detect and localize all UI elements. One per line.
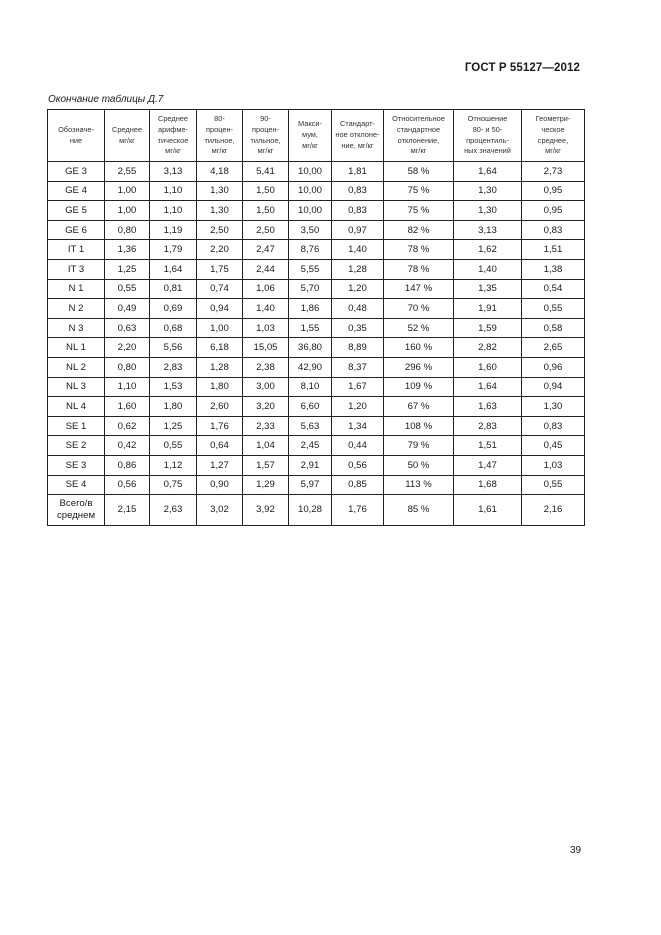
table-cell: SE 3 bbox=[48, 455, 105, 475]
table-cell: 8,37 bbox=[332, 357, 384, 377]
table-cell: 3,13 bbox=[150, 162, 197, 182]
table-cell: 1,10 bbox=[150, 201, 197, 221]
table-cell: 1,30 bbox=[454, 201, 522, 221]
table-cell: 2,50 bbox=[197, 220, 243, 240]
table-cell: 160 % bbox=[384, 338, 454, 358]
table-cell: 78 % bbox=[384, 259, 454, 279]
table-total-row bbox=[48, 495, 585, 526]
table-cell: 3,50 bbox=[289, 220, 332, 240]
table-row bbox=[48, 397, 585, 417]
table-cell: 2,44 bbox=[243, 259, 289, 279]
table-cell: 5,55 bbox=[289, 259, 332, 279]
table-cell: 2,73 bbox=[522, 162, 585, 182]
table-cell: 0,64 bbox=[197, 436, 243, 456]
page-number: 39 bbox=[570, 845, 582, 856]
table-cell: 1,20 bbox=[332, 397, 384, 417]
table-cell: 1,81 bbox=[332, 162, 384, 182]
table-cell: 1,91 bbox=[454, 299, 522, 319]
table-cell: 5,56 bbox=[150, 338, 197, 358]
table-cell: 50 % bbox=[384, 455, 454, 475]
document-standard-header: ГОСТ Р 55127—2012 bbox=[464, 62, 580, 74]
table-cell: 1,63 bbox=[454, 397, 522, 417]
table-cell: 3,02 bbox=[197, 495, 243, 526]
table-cell: 2,83 bbox=[454, 416, 522, 436]
table-cell: 1,86 bbox=[289, 299, 332, 319]
table-cell: 0,44 bbox=[332, 436, 384, 456]
table-cell: 1,25 bbox=[150, 416, 197, 436]
table-cell: 0,85 bbox=[332, 475, 384, 495]
table-cell: 1,30 bbox=[454, 181, 522, 201]
table-cell: 2,15 bbox=[105, 495, 150, 526]
table-cell: 5,63 bbox=[289, 416, 332, 436]
table-cell: 1,10 bbox=[150, 181, 197, 201]
table-row bbox=[48, 357, 585, 377]
table-row bbox=[48, 220, 585, 240]
table-cell: 0,35 bbox=[332, 318, 384, 338]
table-cell: 1,03 bbox=[522, 455, 585, 475]
table-cell: 3,00 bbox=[243, 377, 289, 397]
table-cell: 108 % bbox=[384, 416, 454, 436]
table-cell: IT 3 bbox=[48, 259, 105, 279]
table-cell: 1,00 bbox=[105, 181, 150, 201]
table-cell: 3,13 bbox=[454, 220, 522, 240]
table-row bbox=[48, 475, 585, 495]
table-cell: 1,40 bbox=[454, 259, 522, 279]
table-cell: 1,50 bbox=[243, 181, 289, 201]
header-percentile-ratio: Отношение 80- и 50- процентиль- ных значений bbox=[454, 110, 522, 162]
table-cell: 0,81 bbox=[150, 279, 197, 299]
table-cell: 10,28 bbox=[289, 495, 332, 526]
table-cell: 0,96 bbox=[522, 357, 585, 377]
table-cell: 0,74 bbox=[197, 279, 243, 299]
table-cell: 1,76 bbox=[197, 416, 243, 436]
table-cell: 0,83 bbox=[522, 416, 585, 436]
table-row bbox=[48, 318, 585, 338]
table-cell: 1,64 bbox=[454, 377, 522, 397]
table-cell: 1,04 bbox=[243, 436, 289, 456]
table-cell: 1,75 bbox=[197, 259, 243, 279]
table-row bbox=[48, 259, 585, 279]
table-cell: 1,61 bbox=[454, 495, 522, 526]
table-cell: NL 2 bbox=[48, 357, 105, 377]
table-cell: 0,94 bbox=[522, 377, 585, 397]
table-cell: 0,80 bbox=[105, 220, 150, 240]
table-row bbox=[48, 162, 585, 182]
table-cell: GE 5 bbox=[48, 201, 105, 221]
table-cell: 1,55 bbox=[289, 318, 332, 338]
table-cell: 1,28 bbox=[197, 357, 243, 377]
table-cell: 1,40 bbox=[332, 240, 384, 260]
table-cell: 1,20 bbox=[332, 279, 384, 299]
table-cell: 0,62 bbox=[105, 416, 150, 436]
table-cell: 8,76 bbox=[289, 240, 332, 260]
table-row bbox=[48, 201, 585, 221]
table-cell: IT 1 bbox=[48, 240, 105, 260]
table-cell: 0,95 bbox=[522, 181, 585, 201]
table-cell: 1,60 bbox=[105, 397, 150, 417]
table-cell: 147 % bbox=[384, 279, 454, 299]
table-cell: 1,03 bbox=[243, 318, 289, 338]
table-cell: 0,83 bbox=[332, 201, 384, 221]
table-cell: 0,56 bbox=[332, 455, 384, 475]
header-median: Среднее мг/кг bbox=[105, 110, 150, 162]
table-cell: 1,35 bbox=[454, 279, 522, 299]
table-cell: 2,16 bbox=[522, 495, 585, 526]
table-cell: 10,00 bbox=[289, 201, 332, 221]
table-cell: 1,10 bbox=[105, 377, 150, 397]
table-cell: 1,80 bbox=[150, 397, 197, 417]
table-cell: 1,25 bbox=[105, 259, 150, 279]
table-cell: 1,59 bbox=[454, 318, 522, 338]
table-cell: 0,42 bbox=[105, 436, 150, 456]
table-cell: 1,30 bbox=[197, 201, 243, 221]
table-cell: GE 4 bbox=[48, 181, 105, 201]
header-arithmetic-mean: Среднее арифме- тическое мг/кг bbox=[150, 110, 197, 162]
table-cell: 1,68 bbox=[454, 475, 522, 495]
table-cell: GE 3 bbox=[48, 162, 105, 182]
table-cell: 1,29 bbox=[243, 475, 289, 495]
table-cell: 2,50 bbox=[243, 220, 289, 240]
table-cell: 2,20 bbox=[105, 338, 150, 358]
table-cell: 79 % bbox=[384, 436, 454, 456]
table-cell: 0,58 bbox=[522, 318, 585, 338]
table-cell: 52 % bbox=[384, 318, 454, 338]
header-relative-std-deviation: Относительное стандартное отклонение, мг/кг bbox=[384, 110, 454, 162]
table-row bbox=[48, 416, 585, 436]
table-cell: 1,40 bbox=[243, 299, 289, 319]
table-cell: 1,19 bbox=[150, 220, 197, 240]
header-90-percentile: 90- процен- тильное, мг/кг bbox=[243, 110, 289, 162]
header-80-percentile: 80- процен- тильное, мг/кг bbox=[197, 110, 243, 162]
table-cell: 1,60 bbox=[454, 357, 522, 377]
table-cell: 1,62 bbox=[454, 240, 522, 260]
table-cell: 0,54 bbox=[522, 279, 585, 299]
table-cell: 1,47 bbox=[454, 455, 522, 475]
table-row bbox=[48, 338, 585, 358]
table-cell: 0,56 bbox=[105, 475, 150, 495]
table-cell: 0,55 bbox=[522, 475, 585, 495]
table-cell: 1,64 bbox=[150, 259, 197, 279]
table-cell: 0,80 bbox=[105, 357, 150, 377]
data-table bbox=[47, 109, 585, 526]
table-header-row bbox=[48, 110, 585, 162]
table-cell: 1,27 bbox=[197, 455, 243, 475]
table-cell: 0,83 bbox=[332, 181, 384, 201]
table-cell: 5,70 bbox=[289, 279, 332, 299]
table-cell: SE 2 bbox=[48, 436, 105, 456]
table-cell: 36,80 bbox=[289, 338, 332, 358]
table-row bbox=[48, 377, 585, 397]
table-cell: 1,36 bbox=[105, 240, 150, 260]
table-cell: 1,12 bbox=[150, 455, 197, 475]
table-cell: 0,49 bbox=[105, 299, 150, 319]
table-cell: 3,92 bbox=[243, 495, 289, 526]
table-cell: 2,65 bbox=[522, 338, 585, 358]
table-cell: 1,80 bbox=[197, 377, 243, 397]
table-cell: 2,83 bbox=[150, 357, 197, 377]
table-cell: 2,20 bbox=[197, 240, 243, 260]
table-cell: 113 % bbox=[384, 475, 454, 495]
header-designation: Обозначе- ние bbox=[48, 110, 105, 162]
table-row bbox=[48, 279, 585, 299]
table-cell: N 1 bbox=[48, 279, 105, 299]
table-cell: 2,82 bbox=[454, 338, 522, 358]
table-cell: 75 % bbox=[384, 181, 454, 201]
table-cell: 0,97 bbox=[332, 220, 384, 240]
table-cell: NL 3 bbox=[48, 377, 105, 397]
table-cell: 1,38 bbox=[522, 259, 585, 279]
table-cell: 2,63 bbox=[150, 495, 197, 526]
table-cell: 6,60 bbox=[289, 397, 332, 417]
table-cell: 2,38 bbox=[243, 357, 289, 377]
table-cell: 0,94 bbox=[197, 299, 243, 319]
table-cell: 1,67 bbox=[332, 377, 384, 397]
table-cell: 2,60 bbox=[197, 397, 243, 417]
table-cell: 85 % bbox=[384, 495, 454, 526]
table-cell: 15,05 bbox=[243, 338, 289, 358]
table-cell: 0,69 bbox=[150, 299, 197, 319]
table-row bbox=[48, 240, 585, 260]
table-cell: 82 % bbox=[384, 220, 454, 240]
table-cell: 1,51 bbox=[454, 436, 522, 456]
table-row bbox=[48, 455, 585, 475]
table-cell: 8,10 bbox=[289, 377, 332, 397]
table-cell: 1,06 bbox=[243, 279, 289, 299]
table-cell: 2,91 bbox=[289, 455, 332, 475]
table-cell: 1,57 bbox=[243, 455, 289, 475]
table-cell: 3,20 bbox=[243, 397, 289, 417]
table-cell: 2,33 bbox=[243, 416, 289, 436]
table-cell: 1,76 bbox=[332, 495, 384, 526]
table-cell: 58 % bbox=[384, 162, 454, 182]
table-cell: 75 % bbox=[384, 201, 454, 221]
table-cell: 0,45 bbox=[522, 436, 585, 456]
table-cell: 0,75 bbox=[150, 475, 197, 495]
table-cell: SE 4 bbox=[48, 475, 105, 495]
table-row bbox=[48, 436, 585, 456]
table-cell: 78 % bbox=[384, 240, 454, 260]
table-cell: 8,89 bbox=[332, 338, 384, 358]
table-cell: 5,41 bbox=[243, 162, 289, 182]
table-cell: SE 1 bbox=[48, 416, 105, 436]
table-row bbox=[48, 181, 585, 201]
table-row bbox=[48, 299, 585, 319]
table-cell: 0,55 bbox=[522, 299, 585, 319]
header-maximum: Макси- мум, мг/кг bbox=[289, 110, 332, 162]
table-cell: 1,50 bbox=[243, 201, 289, 221]
table-cell: 1,64 bbox=[454, 162, 522, 182]
table-cell: 1,30 bbox=[197, 181, 243, 201]
table-cell: NL 4 bbox=[48, 397, 105, 417]
table-cell: 296 % bbox=[384, 357, 454, 377]
table-cell: 2,45 bbox=[289, 436, 332, 456]
header-std-deviation: Стандарт- ное отклоне- ние, мг/кг bbox=[332, 110, 384, 162]
table-cell: N 3 bbox=[48, 318, 105, 338]
table-cell: 0,55 bbox=[150, 436, 197, 456]
table-cell: GE 6 bbox=[48, 220, 105, 240]
table-cell: 1,34 bbox=[332, 416, 384, 436]
table-cell: 0,95 bbox=[522, 201, 585, 221]
table-cell: 109 % bbox=[384, 377, 454, 397]
table-cell: N 2 bbox=[48, 299, 105, 319]
table-cell: 0,68 bbox=[150, 318, 197, 338]
table-cell: 1,30 bbox=[522, 397, 585, 417]
header-geometric-mean: Геометри- ческое среднее, мг/кг bbox=[522, 110, 585, 162]
table-cell: 6,18 bbox=[197, 338, 243, 358]
table-cell: 70 % bbox=[384, 299, 454, 319]
table-cell: 0,63 bbox=[105, 318, 150, 338]
table-cell: 0,55 bbox=[105, 279, 150, 299]
table-cell: 1,53 bbox=[150, 377, 197, 397]
table-cell: NL 1 bbox=[48, 338, 105, 358]
table-cell: 1,51 bbox=[522, 240, 585, 260]
table-cell: 0,48 bbox=[332, 299, 384, 319]
table-cell: Всего/в среднем bbox=[48, 495, 105, 526]
table-cell: 0,83 bbox=[522, 220, 585, 240]
table-cell: 4,18 bbox=[197, 162, 243, 182]
table-cell: 1,79 bbox=[150, 240, 197, 260]
table-cell: 42,90 bbox=[289, 357, 332, 377]
table-cell: 2,55 bbox=[105, 162, 150, 182]
table-cell: 1,28 bbox=[332, 259, 384, 279]
table-cell: 67 % bbox=[384, 397, 454, 417]
table-cell: 0,90 bbox=[197, 475, 243, 495]
table-cell: 5,97 bbox=[289, 475, 332, 495]
table-cell: 10,00 bbox=[289, 162, 332, 182]
table-cell: 0,86 bbox=[105, 455, 150, 475]
table-cell: 2,47 bbox=[243, 240, 289, 260]
table-cell: 10,00 bbox=[289, 181, 332, 201]
table-caption: Окончание таблицы Д.7 bbox=[48, 94, 164, 105]
table-cell: 1,00 bbox=[197, 318, 243, 338]
table-cell: 1,00 bbox=[105, 201, 150, 221]
